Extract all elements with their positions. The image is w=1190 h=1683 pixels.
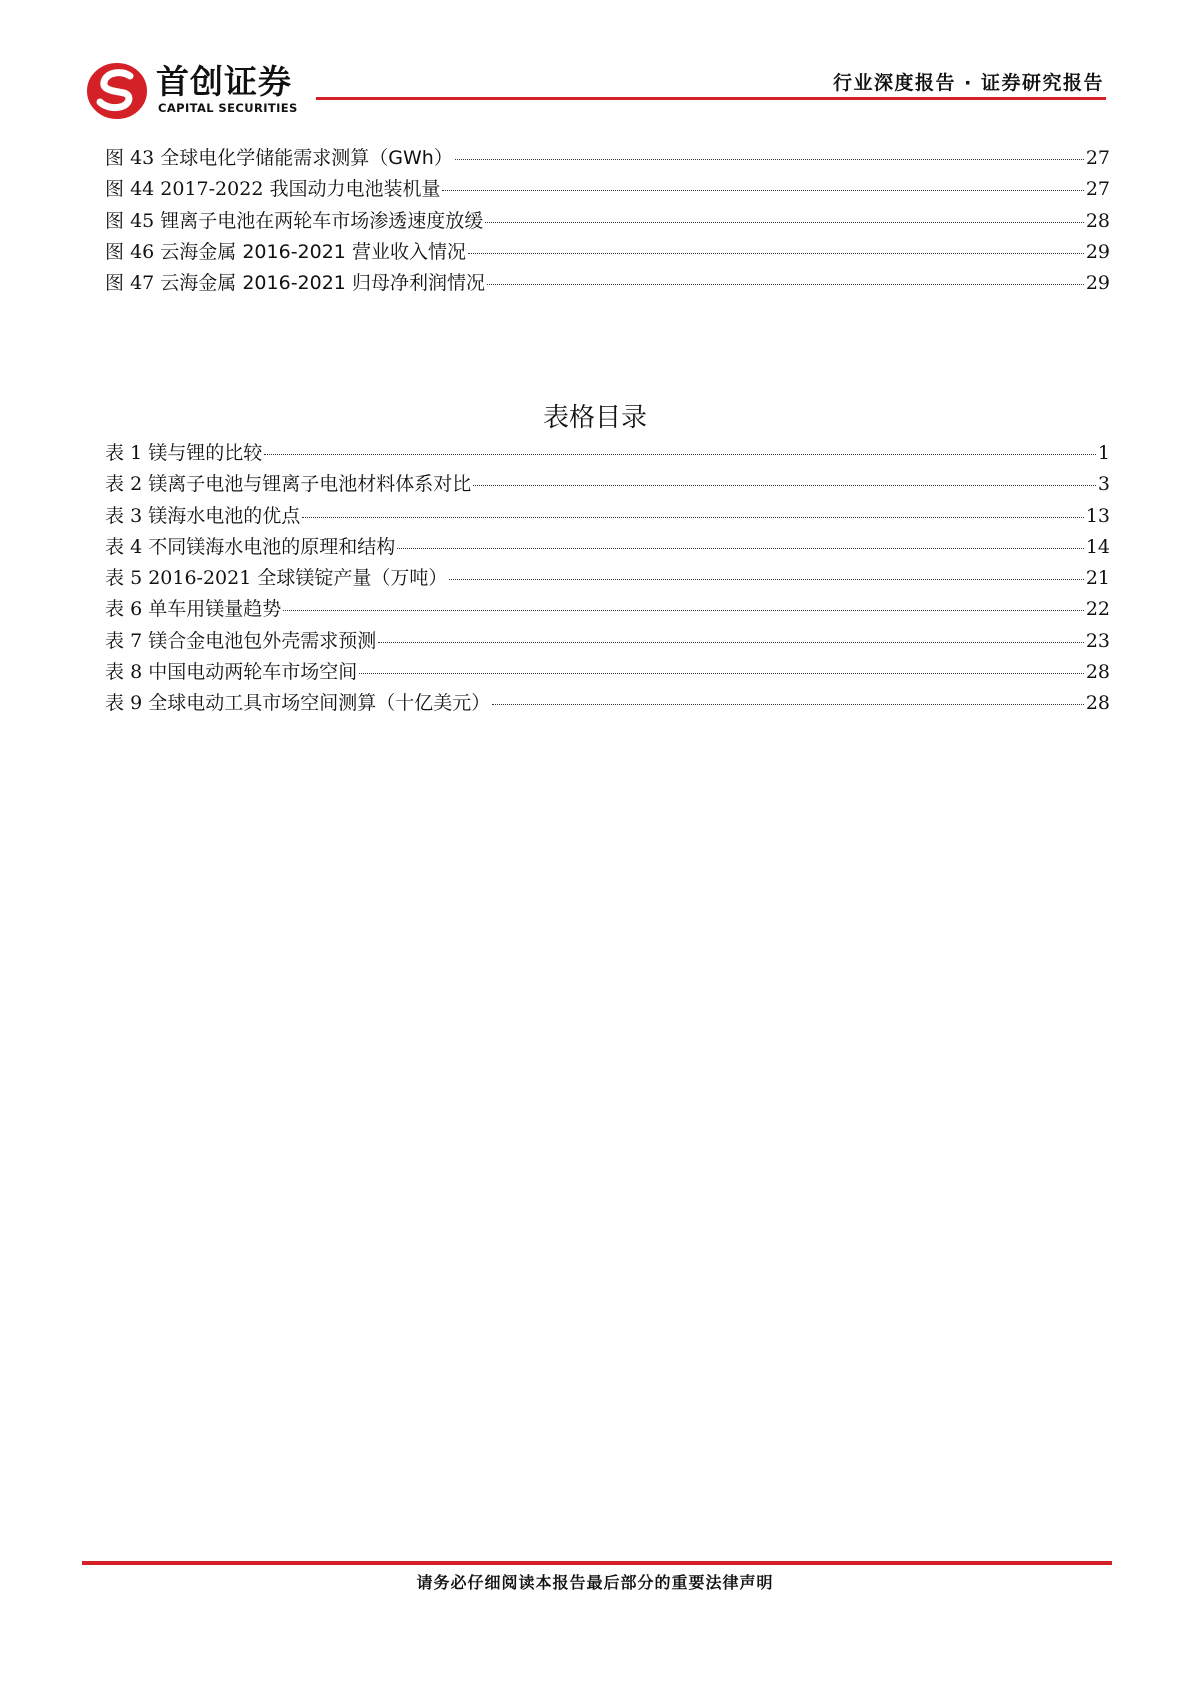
toc-entry-label: 表 8 中国电动两轮车市场空间 bbox=[105, 661, 358, 684]
toc-page-number: 29 bbox=[1085, 240, 1110, 263]
footer-divider bbox=[82, 1561, 1112, 1565]
toc-entry-table-4[interactable] bbox=[105, 532, 1110, 563]
logo-chinese-name: 首创证券 bbox=[156, 62, 292, 101]
toc-entry-label: 表 5 2016-2021 全球镁锭产量（万吨） bbox=[105, 567, 448, 590]
toc-page-number: 21 bbox=[1085, 567, 1110, 590]
toc-entry-figure-47[interactable] bbox=[105, 268, 1110, 299]
toc-entry-label: 图 46 云海金属 2016-2021 营业收入情况 bbox=[105, 240, 466, 263]
dot-leader bbox=[302, 517, 1084, 518]
figure-list bbox=[105, 143, 1110, 299]
header-divider bbox=[316, 97, 1106, 100]
dot-leader bbox=[442, 190, 1083, 191]
table-list-heading: 表格目录 bbox=[542, 403, 647, 433]
toc-entry-label: 图 43 全球电化学储能需求测算（GWh） bbox=[105, 147, 453, 169]
toc-page-number: 28 bbox=[1085, 661, 1110, 684]
dot-leader bbox=[468, 253, 1084, 254]
dot-leader bbox=[397, 548, 1084, 549]
toc-entry-figure-44[interactable] bbox=[105, 174, 1110, 205]
toc-entry-table-2[interactable] bbox=[105, 469, 1110, 500]
toc-entry-table-3[interactable] bbox=[105, 501, 1110, 532]
toc-entry-figure-43[interactable] bbox=[105, 143, 1110, 174]
toc-entry-label: 图 47 云海金属 2016-2021 归母净利润情况 bbox=[105, 272, 485, 295]
toc-page-number: 28 bbox=[1085, 692, 1110, 715]
toc-entry-figure-45[interactable] bbox=[105, 206, 1110, 237]
toc-entry-table-9[interactable] bbox=[105, 688, 1110, 719]
logo-english-name: CAPITAL SECURITIES bbox=[158, 101, 298, 115]
toc-page-number: 27 bbox=[1085, 178, 1110, 201]
dot-leader bbox=[492, 704, 1084, 705]
toc-page-number: 29 bbox=[1085, 272, 1110, 295]
toc-page-number: 23 bbox=[1085, 629, 1110, 652]
toc-entry-table-1[interactable] bbox=[105, 438, 1110, 469]
table-list bbox=[105, 438, 1110, 720]
toc-page-number: 1 bbox=[1097, 442, 1110, 464]
toc-entry-label: 图 44 2017-2022 我国动力电池装机量 bbox=[105, 178, 441, 201]
dot-leader bbox=[359, 673, 1084, 674]
dot-leader bbox=[455, 159, 1084, 160]
toc-entry-label: 表 3 镁海水电池的优点 bbox=[105, 504, 301, 527]
toc-page-number: 27 bbox=[1085, 147, 1110, 169]
dot-leader bbox=[487, 284, 1084, 285]
toc-entry-table-6[interactable] bbox=[105, 594, 1110, 625]
toc-entry-label: 表 7 镁合金电池包外壳需求预测 bbox=[105, 629, 377, 652]
toc-entry-table-5[interactable] bbox=[105, 563, 1110, 594]
toc-entry-label: 表 9 全球电动工具市场空间测算（十亿美元） bbox=[105, 692, 491, 715]
dot-leader bbox=[283, 610, 1084, 611]
dot-leader bbox=[264, 454, 1096, 455]
toc-entry-label: 图 45 锂离子电池在两轮车市场渗透速度放缓 bbox=[105, 209, 484, 232]
toc-entry-label: 表 4 不同镁海水电池的原理和结构 bbox=[105, 535, 396, 558]
toc-page-number: 14 bbox=[1085, 535, 1110, 558]
legal-notice: 请务必仔细阅读本报告最后部分的重要法律声明 bbox=[416, 1573, 774, 1592]
dot-leader bbox=[473, 485, 1096, 486]
capital-securities-logo-icon bbox=[86, 60, 148, 120]
toc-entry-label: 表 6 单车用镁量趋势 bbox=[105, 598, 282, 621]
toc-entry-figure-46[interactable] bbox=[105, 237, 1110, 268]
toc-entry-label: 表 2 镁离子电池与锂离子电池材料体系对比 bbox=[105, 473, 472, 496]
page-header bbox=[0, 0, 1190, 120]
toc-entry-table-7[interactable] bbox=[105, 626, 1110, 657]
toc-page-number: 13 bbox=[1085, 504, 1110, 527]
toc-entry-table-8[interactable] bbox=[105, 657, 1110, 688]
dot-leader bbox=[378, 642, 1084, 643]
toc-page-number: 28 bbox=[1085, 209, 1110, 232]
toc-entry-label: 表 1 镁与锂的比较 bbox=[105, 442, 263, 464]
dot-leader bbox=[449, 579, 1083, 580]
toc-page-number: 3 bbox=[1097, 473, 1110, 496]
dot-leader bbox=[485, 222, 1084, 223]
toc-page-number: 22 bbox=[1085, 598, 1110, 621]
report-type-title: 行业深度报告 · 证券研究报告 bbox=[833, 72, 1104, 94]
